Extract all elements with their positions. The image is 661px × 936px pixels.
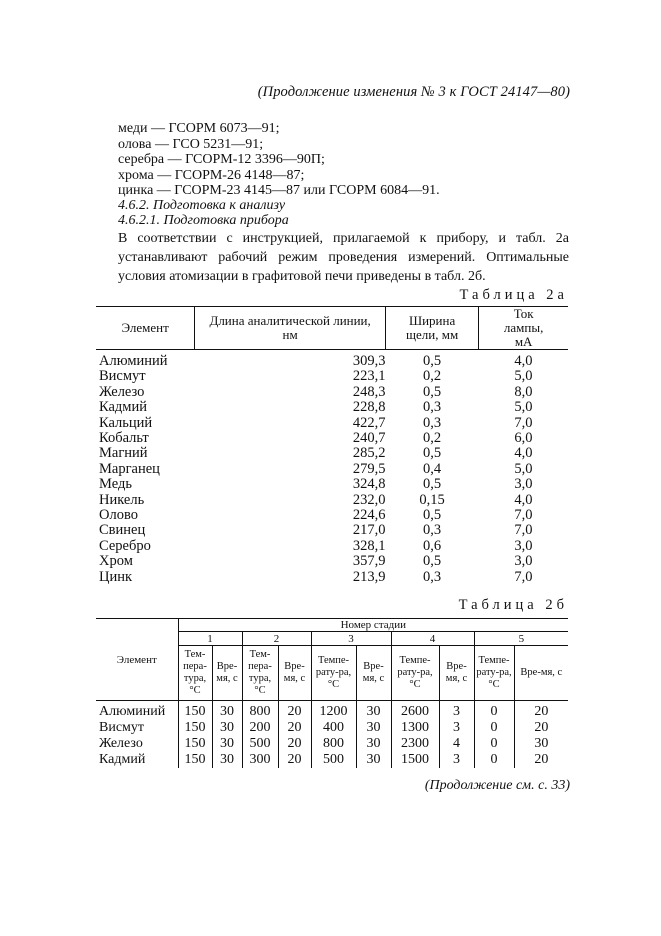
- value-cell: 0: [474, 736, 514, 752]
- value-cell: 279,5: [352, 460, 386, 477]
- time-header: Вре-мя, с: [212, 646, 242, 701]
- value-cell: 217,0: [352, 522, 386, 539]
- section-heading-4-6-2-1: 4.6.2.1. Подготовка прибора: [118, 213, 289, 228]
- value-cell: 3,0: [514, 476, 533, 493]
- value-cell: 422,7: [352, 414, 386, 431]
- value-cell: 20: [278, 720, 311, 736]
- value-cell: 0,5: [423, 383, 442, 400]
- value-cell: 30: [212, 752, 242, 768]
- value-cell: 20: [278, 736, 311, 752]
- value-cell: 0,2: [423, 430, 442, 447]
- value-cell: 2300: [391, 736, 439, 752]
- value-cell: 20: [278, 752, 311, 768]
- table-row: [96, 446, 568, 461]
- value-cell: 357,9: [352, 553, 386, 570]
- value-cell: 240,7: [352, 430, 386, 447]
- value-cell: 0,3: [423, 414, 442, 431]
- element-name-cell: Кадмий: [99, 752, 146, 767]
- value-cell: 232,0: [352, 491, 386, 508]
- text-line-silver: серебра — ГСОРМ-12 3396—90П;: [118, 152, 325, 167]
- value-cell: 1200: [311, 701, 356, 721]
- value-cell: 5,0: [514, 460, 533, 477]
- time-header: Вре-мя, с: [278, 646, 311, 701]
- temperature-header: Темпе-рату-ра, °С: [474, 646, 514, 701]
- element-name-cell: Магний: [99, 445, 148, 462]
- stage-number-header: 1: [178, 632, 242, 646]
- text-line-chromium: хрома — ГСОРМ-26 4148—87;: [118, 168, 305, 183]
- value-cell: 400: [311, 720, 356, 736]
- table-2a-caption: Таблица 2а: [459, 287, 568, 303]
- value-cell: 800: [242, 701, 278, 721]
- value-cell: 0,5: [423, 445, 442, 462]
- table-2b-header-element: Элемент: [96, 619, 178, 701]
- table-2a-header-current: Ток лампы, мА: [479, 307, 568, 350]
- value-cell: 1300: [391, 720, 439, 736]
- element-name-cell: Серебро: [99, 537, 151, 554]
- value-cell: 4: [439, 736, 474, 752]
- stage-number-header: 3: [311, 632, 391, 646]
- page-footer: (Продолжение см. с. 33): [424, 778, 570, 793]
- table-row: [96, 416, 568, 431]
- value-cell: 248,3: [352, 383, 386, 400]
- element-name-cell: Висмут: [99, 720, 145, 735]
- value-cell: 7,0: [514, 568, 533, 585]
- element-name-cell: Железо: [99, 736, 143, 751]
- value-cell: 309,3: [352, 353, 386, 369]
- value-cell: 500: [311, 752, 356, 768]
- table-2b-caption: Таблица 2б: [458, 597, 568, 613]
- value-cell: 30: [356, 720, 391, 736]
- table-2a-header-wavelength: Длина аналитической линии, нм: [195, 307, 386, 350]
- value-cell: 0,2: [423, 368, 442, 385]
- time-header: Вре-мя, с: [439, 646, 474, 701]
- time-header: Вре-мя, с: [514, 646, 568, 701]
- value-cell: 1500: [391, 752, 439, 768]
- value-cell: 3: [439, 701, 474, 721]
- table-row: [96, 462, 568, 477]
- element-name-cell: Олово: [99, 507, 138, 524]
- stage-number-header: 4: [391, 632, 474, 646]
- table-row: [96, 720, 568, 736]
- table-row: [96, 477, 568, 492]
- table-2b-header-stage-number: Номер стадии: [178, 619, 568, 632]
- value-cell: 0,6: [423, 537, 442, 554]
- value-cell: 500: [242, 736, 278, 752]
- table-row: [96, 350, 568, 370]
- value-cell: 228,8: [352, 399, 386, 416]
- value-cell: 30: [212, 701, 242, 721]
- section-heading-4-6-2: 4.6.2. Подготовка к анализу: [118, 198, 286, 213]
- value-cell: 7,0: [514, 522, 533, 539]
- value-cell: 3,0: [514, 537, 533, 554]
- value-cell: 150: [178, 720, 212, 736]
- value-cell: 7,0: [514, 507, 533, 524]
- value-cell: 224,6: [352, 507, 386, 524]
- text-line-copper: меди — ГСОРМ 6073—91;: [118, 121, 280, 136]
- element-name-cell: Алюминий: [99, 353, 168, 369]
- element-name-cell: Никель: [99, 491, 145, 508]
- value-cell: 6,0: [514, 430, 533, 447]
- element-name-cell: Марганец: [99, 460, 160, 477]
- value-cell: 5,0: [514, 368, 533, 385]
- stage-number-header: 2: [242, 632, 311, 646]
- value-cell: 0: [474, 701, 514, 721]
- value-cell: 20: [514, 752, 568, 768]
- element-name-cell: Свинец: [99, 522, 146, 539]
- table-row: [96, 523, 568, 538]
- value-cell: 0,3: [423, 568, 442, 585]
- value-cell: 4,0: [514, 445, 533, 462]
- temperature-header: Темпе-рату-ра, °С: [311, 646, 356, 701]
- table-2b: [96, 618, 568, 768]
- value-cell: 4,0: [514, 491, 533, 508]
- value-cell: 0,5: [423, 553, 442, 570]
- value-cell: 20: [514, 720, 568, 736]
- value-cell: 150: [178, 752, 212, 768]
- value-cell: 0,5: [423, 476, 442, 493]
- value-cell: 223,1: [352, 368, 386, 385]
- value-cell: 7,0: [514, 414, 533, 431]
- table-row: [96, 554, 568, 569]
- value-cell: 3: [439, 752, 474, 768]
- temperature-header: Темпе-рату-ра, °С: [391, 646, 439, 701]
- value-cell: 30: [356, 736, 391, 752]
- value-cell: 3: [439, 720, 474, 736]
- text-line-tin: олова — ГСО 5231—91;: [118, 137, 264, 152]
- page-header: (Продолжение изменения № 3 к ГОСТ 24147—80): [257, 84, 570, 100]
- table-2a: [96, 306, 568, 585]
- temperature-header: Тем-пера-тура, °С: [242, 646, 278, 701]
- table-row: [96, 385, 568, 400]
- value-cell: 30: [514, 736, 568, 752]
- element-name-cell: Медь: [99, 476, 132, 493]
- instructions-paragraph: В соответствии с инструкцией, прилагаемой к прибору, и табл. 2а устанавливают рабочий режим проведения измерений. Оптимальные условия атомизации в графитовой печи приведены в табл. 2б.: [118, 231, 569, 284]
- value-cell: 0: [474, 752, 514, 768]
- value-cell: 150: [178, 736, 212, 752]
- table-2a-header-slit: Ширина щели, мм: [385, 307, 478, 350]
- value-cell: 30: [356, 752, 391, 768]
- element-name-cell: Кальций: [99, 414, 153, 431]
- value-cell: 3,0: [514, 553, 533, 570]
- element-name-cell: Висмут: [99, 368, 146, 385]
- value-cell: 0,15: [419, 491, 445, 508]
- table-row: [96, 736, 568, 752]
- value-cell: 0,4: [423, 460, 442, 477]
- element-name-cell: Цинк: [99, 568, 133, 585]
- element-name-cell: Хром: [99, 553, 133, 570]
- element-name-cell: Кадмий: [99, 399, 147, 416]
- element-name-cell: Алюминий: [99, 704, 166, 719]
- value-cell: 2600: [391, 701, 439, 721]
- time-header: Вре-мя, с: [356, 646, 391, 701]
- value-cell: 150: [178, 701, 212, 721]
- element-name-cell: Железо: [99, 383, 145, 400]
- table-row: [96, 431, 568, 446]
- text-line-zinc: цинка — ГСОРМ-23 4145—87 или ГСОРМ 6084—91.: [118, 183, 440, 198]
- value-cell: 800: [311, 736, 356, 752]
- table-row: [96, 493, 568, 508]
- value-cell: 20: [278, 701, 311, 721]
- value-cell: 0,3: [423, 522, 442, 539]
- value-cell: 213,9: [352, 568, 386, 585]
- table-row: [96, 400, 568, 415]
- table-row: [96, 570, 568, 585]
- value-cell: 20: [514, 701, 568, 721]
- value-cell: 0,3: [423, 399, 442, 416]
- value-cell: 300: [242, 752, 278, 768]
- table-row: [96, 508, 568, 523]
- value-cell: 5,0: [514, 399, 533, 416]
- table-row: [96, 369, 568, 384]
- value-cell: 285,2: [352, 445, 386, 462]
- table-row: [96, 539, 568, 554]
- value-cell: 4,0: [514, 353, 533, 369]
- table-2a-header-element: Элемент: [96, 307, 195, 350]
- table-row: [96, 701, 568, 721]
- temperature-header: Тем-пера-тура, °С: [178, 646, 212, 701]
- value-cell: 200: [242, 720, 278, 736]
- table-row: [96, 752, 568, 768]
- value-cell: 30: [212, 736, 242, 752]
- value-cell: 324,8: [352, 476, 386, 493]
- stage-number-header: 5: [474, 632, 568, 646]
- value-cell: 8,0: [514, 383, 533, 400]
- value-cell: 0: [474, 720, 514, 736]
- value-cell: 328,1: [352, 537, 386, 554]
- value-cell: 0,5: [423, 353, 442, 369]
- value-cell: 30: [356, 701, 391, 721]
- value-cell: 0,5: [423, 507, 442, 524]
- element-name-cell: Кобальт: [99, 430, 149, 447]
- value-cell: 30: [212, 720, 242, 736]
